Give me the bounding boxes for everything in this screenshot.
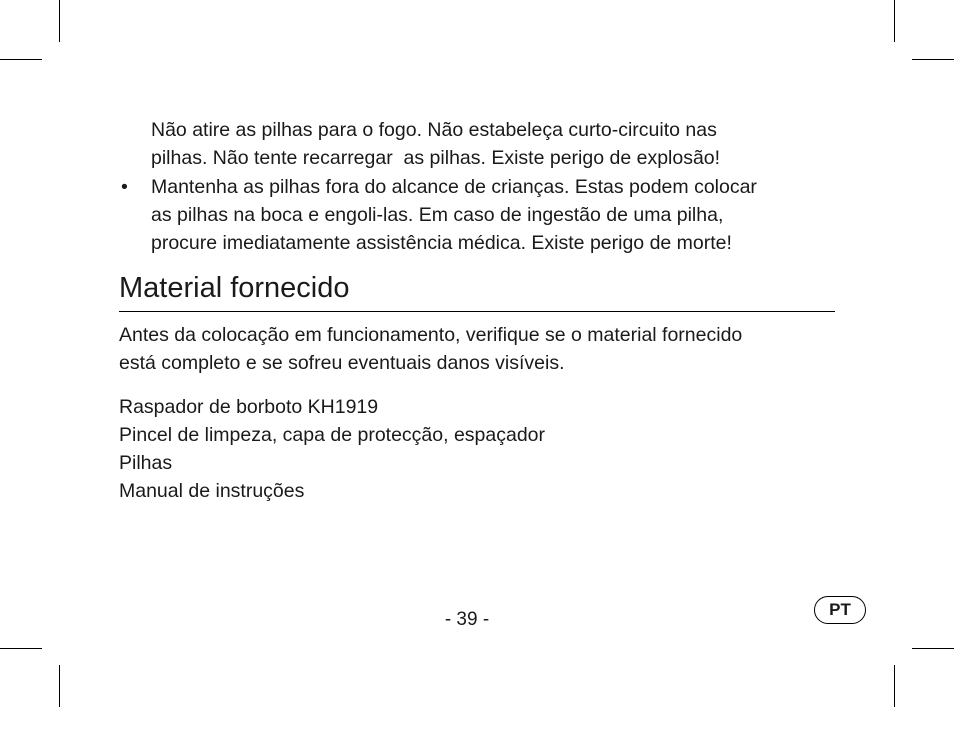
crop-mark-top-right-vertical [894,0,895,42]
crop-mark-bottom-left-horizontal [0,648,42,649]
crop-mark-bottom-left-vertical [59,665,60,707]
intro-line-2: está completo e se sofreu eventuais danos visíveis. [119,352,565,374]
bullet-line-1: Mantenha as pilhas fora do alcance de crianças. Estas podem colocar [151,176,757,198]
language-badge: PT [814,596,866,624]
bullet-line-2: as pilhas na boca e engoli-las. Em caso de ingestão de uma pilha, [151,204,724,226]
list-item: Raspador de borboto KH1919 [119,396,379,418]
crop-mark-top-left-vertical [59,0,60,42]
bullet-line-3: procure imediatamente assistência médica. Existe perigo de morte! [151,232,732,254]
heading-rule [119,311,835,312]
list-item: Manual de instruções [119,480,305,502]
intro-line-1: Antes da colocação em funcionamento, verifique se o material fornecido [119,324,743,346]
crop-mark-top-left-horizontal [0,59,42,60]
list-item: Pilhas [119,452,173,474]
warning-continuation-line-2: pilhas. Não tente recarregar as pilhas. Existe perigo de explosão! [151,147,721,169]
section-heading: Material fornecido [119,272,350,304]
list-item: Pincel de limpeza, capa de protecção, espaçador [119,424,546,446]
page-number: - 39 - [444,609,490,630]
bullet-marker: • [121,176,128,198]
crop-mark-bottom-right-vertical [894,665,895,707]
crop-mark-top-right-horizontal [912,59,954,60]
crop-mark-bottom-right-horizontal [912,648,954,649]
warning-continuation-line-1: Não atire as pilhas para o fogo. Não estabeleça curto-circuito nas [151,119,717,141]
